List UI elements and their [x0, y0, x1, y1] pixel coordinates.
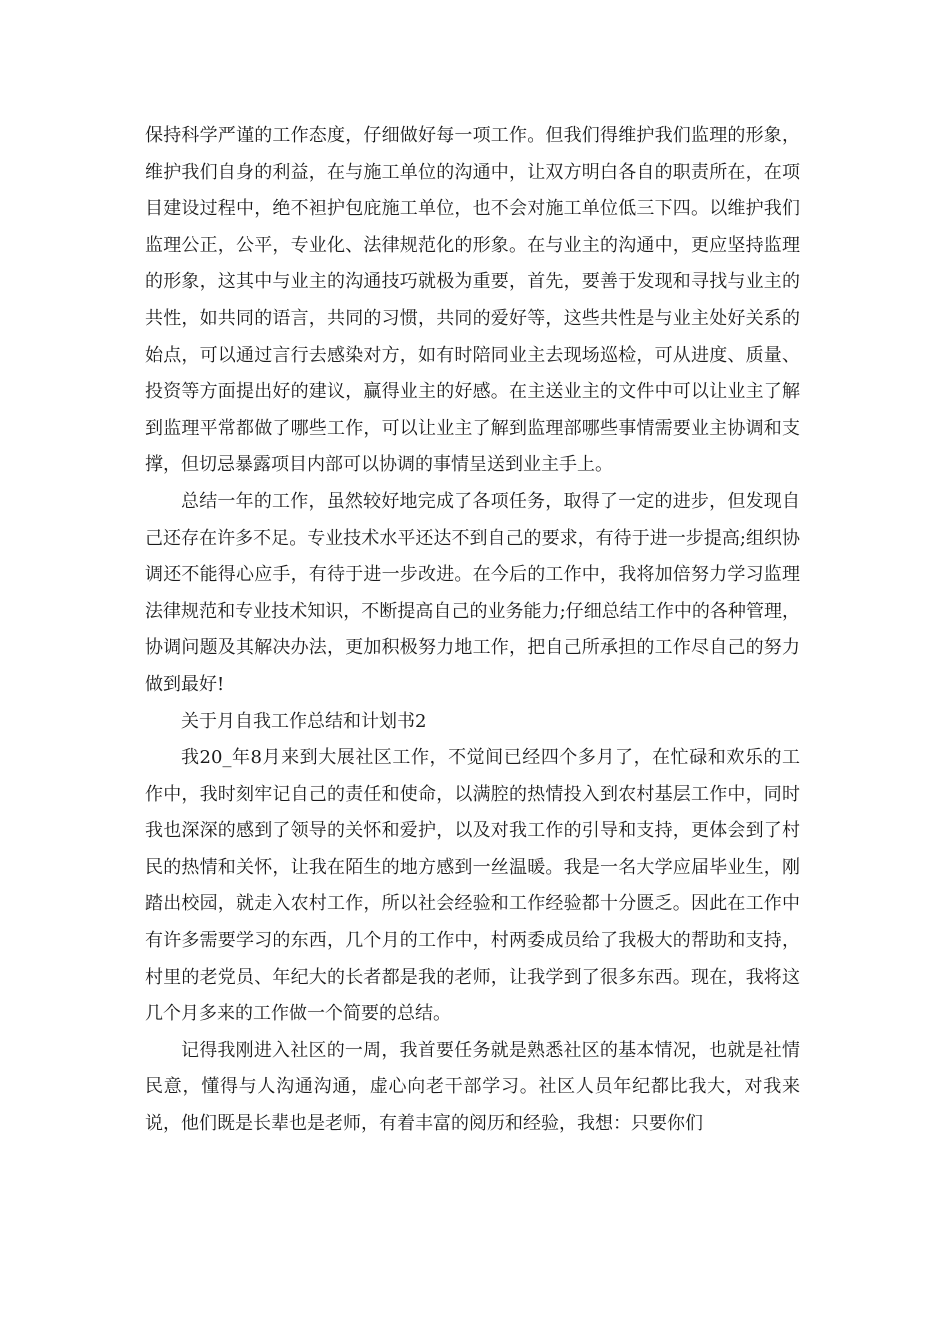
paragraph-annual-summary: 总结一年的工作，虽然较好地完成了各项任务，取得了一定的进步，但发现自己还存在许多不足。专业技术水平还达不到自己的要求，有待于进一步提高;组织协调还不能得心应手，有待于进一步改进。在今后的工作中，我将加倍努力学习监理法律规范和专业技术知识，不断提高自己的业务能力;仔细总结工作中的各种管理，协调问题及其解决办法，更加积极努力地工作，把自己所承担的工作尽自己的努力做到最好! — [145, 490, 800, 695]
paragraph-community-work: 我20_年8月来到大展社区工作，不觉间已经四个多月了，在忙碌和欢乐的工作中，我时刻牢记自己的责任和使命，以满腔的热情投入到农村基层工作中，同时我也深深的感到了领导的关怀和爱护，以及对我工作的引导和支持，更体会到了村民的热情和关怀，让我在陌生的地方感到一丝温暖。我是一名大学应届毕业生，刚踏出校园，就走入农村工作，所以社会经验和工作经验都十分匮乏。因此在工作中有许多需要学习的东西，几个月的工作中，村两委成员给了我极大的帮助和支持，村里的老党员、年纪大的长者都是我的老师，让我学到了很多东西。现在，我将这几个月多来的工作做一个简要的总结。 — [145, 747, 800, 1025]
section-heading: 关于月自我工作总结和计划书2 — [181, 710, 427, 732]
paragraph-supervision-image: 保持科学严谨的工作态度，仔细做好每一项工作。但我们得维护我们监理的形象，维护我们自身的利益，在与施工单位的沟通中，让双方明白各自的职责所在，在项目建设过程中，绝不袒护包庇施工单位，也不会对施工单位低三下四。以维护我们监理公正，公平，专业化、法律规范化的形象。在与业主的沟通中，更应坚持监理的形象，这其中与业主的沟通技巧就极为重要，首先，要善于发现和寻找与业主的共性，如共同的语言，共同的习惯，共同的爱好等，这些共性是与业主处好关系的始点，可以通过言行去感染对方，如有时陪同业主去现场巡检，可从进度、质量、投资等方面提出好的建议，赢得业主的好感。在主送业主的文件中可以让业主了解到监理平常都做了哪些工作，可以让业主了解到监理部哪些事情需要业主协调和支撑，但切忌暴露项目内部可以协调的事情呈送到业主手上。 — [145, 125, 800, 476]
document-page — [145, 118, 800, 1143]
paragraph-first-week: 记得我刚进入社区的一周，我首要任务就是熟悉社区的基本情况，也就是社情民意，懂得与人沟通沟通，虚心向老干部学习。社区人员年纪都比我大，对我来说，他们既是长辈也是老师，有着丰富的阅历和经验，我想：只要你们 — [145, 1039, 800, 1135]
